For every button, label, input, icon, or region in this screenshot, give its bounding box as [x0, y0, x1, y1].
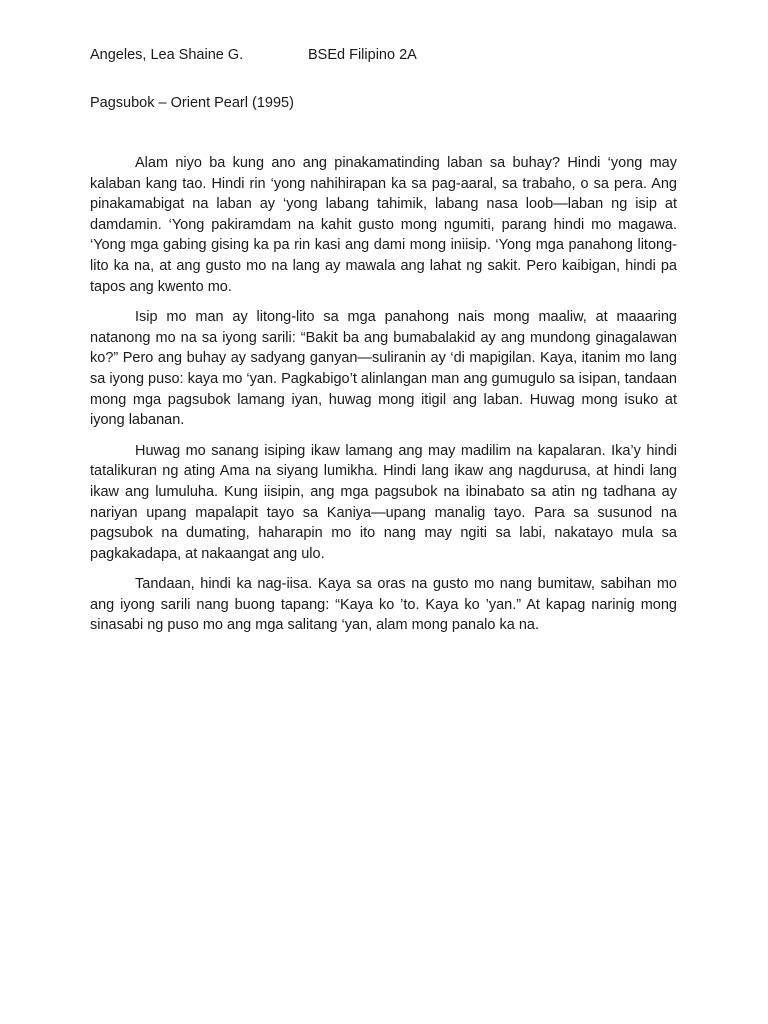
essay-body	[90, 153, 677, 646]
paragraph-3: Huwag mo sanang isiping ikaw lamang ang may madilim na kapalaran. Ika’y hindi tatalikuran ng ating Ama na siyang lumikha. Hindi lang ikaw ang nagdurusa, at hindi lang ikaw ang lumuluha. Kung iisipin, ang mga pagsubok na ibinabato sa atin ng tadhana ay nariyan upang mapalapit tayo sa Kaniya—upang manalig tayo. Para sa susunod na pagsubok na dumating, haharapin mo ito nang may ngiti sa labi, nakatayo mula sa pagkakadapa, at nakaangat ang ulo.	[90, 442, 677, 562]
document-page	[90, 0, 677, 1024]
paragraph-4: Tandaan, hindi ka nag-iisa. Kaya sa oras na gusto mo nang bumitaw, sabihan mo ang iyong sarili nang buong tapang: “Kaya ko ’to. Kaya ko ’yan.” At kapag narinig mong sinasabi ng puso mo ang mga salitang ‘yan, alam mong panalo ka na.	[90, 576, 677, 634]
course-section: BSEd Filipino 2A	[308, 47, 417, 63]
student-name: Angeles, Lea Shaine G.	[90, 47, 244, 63]
paragraph-1: Alam niyo ba kung ano ang pinakamatinding laban sa buhay? Hindi ‘yong may kalaban kang tao. Hindi rin ‘yong nahihirapan ka sa pag-aaral, sa trabaho, o sa pera. Ang pinakamabigat na laban ay ‘yong labang tahimik, labang nasa loob—laban ng isip at damdamin. ‘Yong pakiramdam na kahit gusto mong ngumiti, parang hindi mo magawa. ‘Yong mga gabing gising ka pa rin kasi ang dami mong iniisip. ‘Yong mga panahong litong-lito ka na, at ang gusto mo na lang ay mawala ang lahat ng sakit. Pero kaibigan, hindi pa tapos ang kwento mo.	[90, 155, 677, 295]
header-line	[90, 45, 417, 65]
paragraph-2: Isip mo man ay litong-lito sa mga panahong nais mong maaliw, at maaaring natanong mo na sa iyong sarili: “Bakit ba ang bumabalakid ay ang mundong ginagalawan ko?” Pero ang buhay ay sadyang ganyan—suliranin ay ‘di mapigilan. Kaya, itanim mo lang sa iyong puso: kaya mo ‘yan. Pagkabigo’t alinlangan man ang gumugulo sa isipan, tandaan mong mga pagsubok lamang iyan, huwag mong itigil ang laban. Huwag mong isuko at iyong labanan.	[90, 309, 677, 429]
song-title: Pagsubok – Orient Pearl (1995)	[90, 95, 294, 111]
